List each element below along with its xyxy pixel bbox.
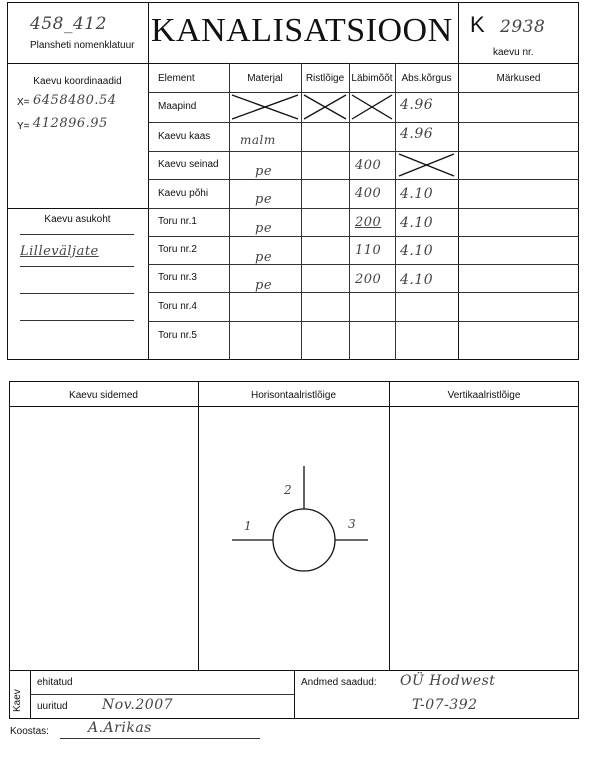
header-notes: Märkused	[496, 73, 541, 84]
row-label: Kaevu seinad	[158, 159, 219, 170]
header-diameter: Läbimõõt	[351, 73, 393, 84]
divider-data-source	[294, 670, 295, 719]
built-label: ehitatud	[37, 677, 73, 688]
row-label: Toru nr.2	[158, 244, 197, 255]
divider-footer-rows	[30, 694, 294, 695]
material-value: malm	[240, 133, 276, 147]
location-line-4	[20, 320, 134, 321]
diameter-value: 400	[355, 186, 382, 201]
divider-sections	[389, 381, 390, 670]
well-number: 2938	[500, 17, 546, 37]
data-from-company: OÜ Hodwest	[400, 673, 496, 689]
coords-x-value: 6458480.54	[33, 93, 117, 108]
height-value: 4.96	[400, 97, 434, 113]
divider-header	[7, 63, 579, 64]
divider-right-column	[458, 2, 459, 360]
divider-left-column	[148, 2, 149, 360]
row-label: Maapind	[158, 101, 197, 112]
location-line-1	[20, 234, 134, 235]
table-row-divider	[148, 122, 579, 123]
data-from-label: Andmed saadud:	[301, 677, 377, 688]
cross-mark	[395, 151, 458, 179]
height-value: 4.96	[400, 126, 434, 142]
location-label: Kaevu asukoht	[44, 214, 111, 225]
table-row-divider	[148, 179, 579, 180]
data-from-code: T-07-392	[412, 697, 478, 713]
section-horizontal: Horisontaalristlõige	[250, 390, 337, 401]
compiled-line	[60, 738, 260, 739]
nomenclature-value: 458_412	[30, 14, 107, 34]
table-row-divider	[148, 151, 579, 152]
diameter-value: 200	[355, 272, 382, 287]
divider-coords	[7, 208, 148, 209]
cross-mark	[301, 92, 349, 122]
header-material: Materjal	[247, 73, 283, 84]
table-row-divider	[148, 292, 579, 293]
material-value: pe	[255, 250, 273, 265]
location-value: Lilleväljate	[20, 244, 99, 259]
material-value: pe	[255, 278, 273, 293]
cross-mark	[349, 92, 395, 122]
header-height: Abs.kõrgus	[401, 73, 452, 84]
well-nr-label: kaevu nr.	[493, 47, 534, 58]
row-label: Kaevu kaas	[158, 131, 211, 142]
coords-y-label: Y=	[17, 121, 30, 132]
nomenclature-label: Plansheti nomenklatuur	[30, 40, 135, 51]
height-value: 4.10	[400, 215, 434, 231]
material-value: pe	[255, 221, 273, 236]
table-col-divider	[395, 63, 396, 360]
compiled-label: Koostas:	[10, 726, 49, 737]
table-row-divider	[148, 321, 579, 322]
diameter-value: 110	[355, 243, 382, 258]
well-vertical-label: Kaev	[12, 689, 23, 712]
location-line-3	[20, 293, 134, 294]
table-row-divider	[148, 264, 579, 265]
cross-mark	[229, 92, 301, 122]
height-value: 4.10	[400, 186, 434, 202]
page-title: KANALISATSIOON	[151, 12, 453, 49]
row-label: Toru nr.3	[158, 272, 197, 283]
row-label: Kaevu põhi	[158, 188, 209, 199]
coords-y-value: 412896.95	[33, 116, 108, 131]
table-row-divider	[148, 208, 579, 209]
diameter-value: 400	[355, 158, 382, 173]
row-label: Toru nr.4	[158, 301, 197, 312]
row-label: Toru nr.5	[158, 330, 197, 341]
height-value: 4.10	[400, 243, 434, 259]
location-line-2	[20, 266, 134, 267]
well-prefix: K	[470, 12, 485, 37]
height-value: 4.10	[400, 272, 434, 288]
coords-label: Kaevu koordinaadid	[33, 76, 122, 87]
header-element: Element	[158, 73, 195, 84]
material-value: pe	[255, 164, 273, 179]
surveyed-label: uuritud	[37, 701, 68, 712]
pipe-label-3: 3	[348, 517, 357, 531]
pipe-label-1: 1	[244, 519, 253, 533]
table-row-divider	[148, 236, 579, 237]
surveyed-value: Nov.2007	[102, 697, 174, 713]
compiled-value: A.Arikas	[88, 720, 152, 736]
diameter-value: 200	[355, 215, 382, 230]
coords-x-label: X=	[17, 97, 30, 108]
pipe-label-2: 2	[284, 483, 293, 497]
section-connections: Kaevu sidemed	[69, 390, 138, 401]
section-vertical: Vertikaalristlõige	[447, 390, 521, 401]
material-value: pe	[255, 192, 273, 207]
row-label: Toru nr.1	[158, 216, 197, 227]
horizontal-section-sketch	[198, 406, 389, 670]
header-section: Ristlõige	[305, 73, 345, 84]
